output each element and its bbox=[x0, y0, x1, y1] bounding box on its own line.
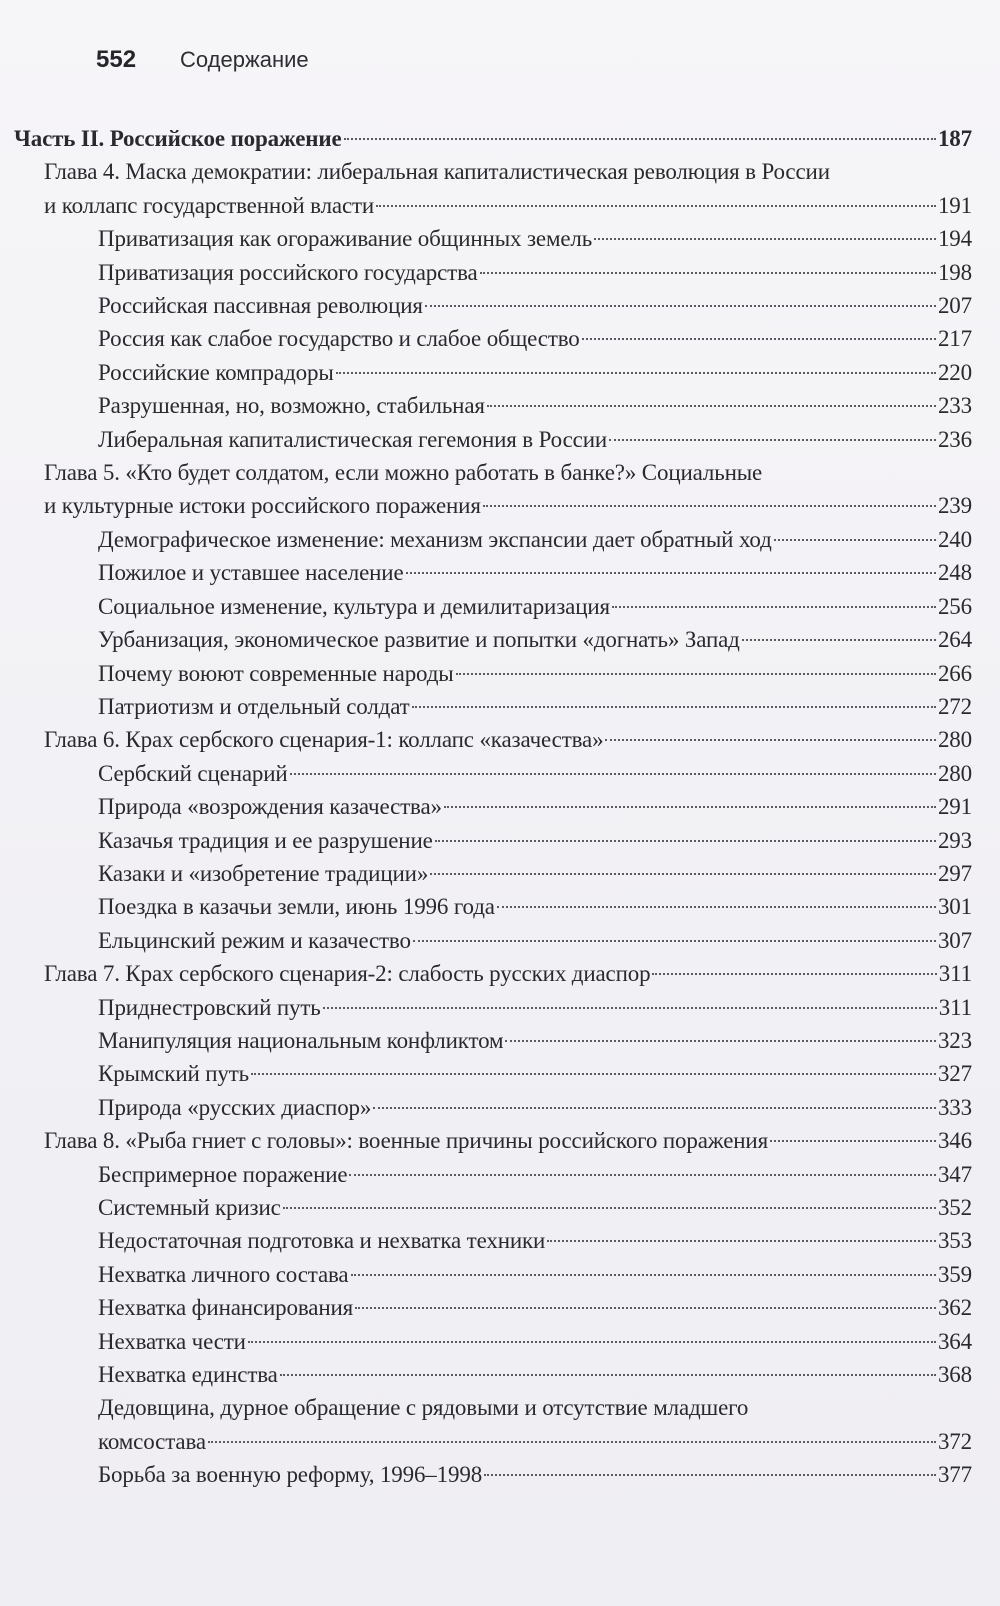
toc-entry-page: 377 bbox=[937, 1462, 972, 1488]
toc-entry-page: 217 bbox=[937, 326, 972, 352]
toc-section-entry bbox=[0, 1458, 1000, 1491]
toc-entry-title: Нехватка финансирования bbox=[98, 1295, 354, 1321]
dot-leader bbox=[594, 238, 936, 240]
toc-entry-line bbox=[98, 657, 972, 690]
toc-entry-title: Системный кризис bbox=[98, 1195, 281, 1220]
toc-entry-page: 333 bbox=[937, 1094, 972, 1120]
toc-entry-line bbox=[98, 590, 972, 623]
toc-entry-title: Недостаточная подготовка и нехватка техники bbox=[98, 1228, 546, 1254]
dot-leader bbox=[336, 372, 936, 374]
toc-entry-title: Природа «возрождения казачества» bbox=[98, 794, 442, 820]
toc-section-entry bbox=[0, 590, 1000, 623]
toc-entry-page: 353 bbox=[937, 1228, 972, 1254]
toc-entry-line bbox=[98, 1191, 972, 1224]
toc-section-entry bbox=[0, 256, 1000, 289]
toc-entry-line bbox=[44, 957, 972, 990]
dot-leader bbox=[248, 1341, 936, 1343]
toc-chapter-entry bbox=[0, 957, 1000, 990]
toc-section-entry bbox=[0, 1325, 1000, 1358]
dot-leader bbox=[484, 1474, 936, 1476]
toc-entry-page: 194 bbox=[937, 226, 972, 252]
toc-entry-page: 347 bbox=[937, 1161, 972, 1187]
dot-leader bbox=[483, 505, 936, 507]
dot-leader bbox=[406, 572, 936, 574]
toc-section-entry bbox=[0, 289, 1000, 322]
toc-entry-title: Сербский сценарий bbox=[98, 760, 288, 786]
toc-entry-line bbox=[98, 389, 972, 422]
toc-section-entry bbox=[0, 389, 1000, 422]
toc-entry-title: Нехватка чести bbox=[98, 1328, 246, 1354]
toc-entry-page: 372 bbox=[937, 1428, 972, 1454]
toc-entry-line bbox=[14, 122, 972, 155]
page-header bbox=[96, 46, 309, 74]
toc-entry-page: 297 bbox=[937, 860, 972, 886]
dot-leader bbox=[280, 1374, 936, 1376]
toc-entry-line bbox=[98, 556, 972, 589]
dot-leader bbox=[487, 405, 936, 407]
toc-entry-line bbox=[98, 1258, 972, 1291]
toc-section-entry bbox=[0, 523, 1000, 556]
toc-entry-line bbox=[98, 623, 972, 656]
toc-entry-line bbox=[98, 1158, 972, 1191]
toc-entry-line bbox=[98, 1091, 972, 1124]
toc-entry-title: Беспримерное поражение bbox=[98, 1161, 348, 1187]
toc-entry-line bbox=[98, 1425, 972, 1458]
toc-section-entry bbox=[0, 1391, 1000, 1458]
toc-entry-page: 187 bbox=[937, 126, 972, 151]
toc-entry-page: 239 bbox=[937, 493, 972, 519]
toc-section-entry bbox=[0, 690, 1000, 723]
dot-leader bbox=[351, 1274, 936, 1276]
toc-entry-title: Глава 8. «Рыба гниет с головы»: военные причины российского поражения bbox=[44, 1128, 768, 1154]
toc-entry-title: Борьба за военную реформу, 1996–1998 bbox=[98, 1462, 483, 1488]
toc-entry-line bbox=[98, 356, 972, 389]
toc-entry-title: Манипуляция национальным конфликтом bbox=[98, 1027, 504, 1053]
toc-section-entry bbox=[0, 1091, 1000, 1124]
toc-entry-title: Приднестровский путь bbox=[98, 994, 321, 1020]
toc-chapter-entry bbox=[0, 1124, 1000, 1157]
toc-entry-line bbox=[44, 189, 972, 222]
toc-entry-page: 191 bbox=[937, 192, 972, 218]
toc-entry-page: 307 bbox=[937, 927, 972, 953]
toc-entry-title: Пожилое и уставшее население bbox=[98, 560, 404, 586]
toc-entry-page: 291 bbox=[937, 794, 972, 820]
toc-section-entry bbox=[0, 790, 1000, 823]
toc-section-entry bbox=[0, 824, 1000, 857]
toc-entry-page: 323 bbox=[937, 1027, 972, 1053]
toc-entry-line bbox=[98, 256, 972, 289]
toc-section-entry bbox=[0, 222, 1000, 255]
dot-leader bbox=[505, 1040, 936, 1042]
toc-section-entry bbox=[0, 1358, 1000, 1391]
toc-section-entry bbox=[0, 623, 1000, 656]
toc-entry-page: 220 bbox=[937, 359, 972, 385]
toc-entry-page: 198 bbox=[937, 259, 972, 285]
dot-leader bbox=[283, 1207, 936, 1209]
toc-entry-page: 233 bbox=[937, 393, 972, 419]
dot-leader bbox=[444, 806, 936, 808]
dot-leader bbox=[373, 1107, 936, 1109]
toc-entry-page: 272 bbox=[937, 693, 972, 719]
dot-leader bbox=[774, 539, 936, 541]
toc-entry-title: Приватизация российского государства bbox=[98, 259, 478, 285]
toc-section-entry bbox=[0, 857, 1000, 890]
toc-entry-line bbox=[98, 1291, 972, 1324]
toc-entry-title: Урбанизация, экономическое развитие и попытки «догнать» Запад bbox=[98, 627, 740, 653]
toc-entry-title: Казачья традиция и ее разрушение bbox=[98, 827, 433, 853]
toc-entry-line bbox=[44, 1124, 972, 1157]
toc-entry-page: 248 bbox=[937, 560, 972, 586]
toc-chapter-entry bbox=[0, 155, 1000, 222]
toc-entry-title: Нехватка единства bbox=[98, 1362, 278, 1388]
toc-entry-page: 266 bbox=[937, 660, 972, 686]
toc-entry-title: комсостава bbox=[98, 1428, 206, 1454]
toc-entry-page: 311 bbox=[938, 994, 972, 1020]
dot-leader bbox=[344, 138, 936, 140]
toc-entry-title: Крымский путь bbox=[98, 1061, 249, 1087]
dot-leader bbox=[652, 973, 936, 975]
toc-entry-page: 293 bbox=[937, 827, 972, 853]
toc-section-entry bbox=[0, 1024, 1000, 1057]
dot-leader bbox=[208, 1441, 936, 1443]
toc-section-entry bbox=[0, 991, 1000, 1024]
toc-section-entry bbox=[0, 1057, 1000, 1090]
toc-entry-line bbox=[44, 723, 972, 756]
dot-leader bbox=[323, 1007, 937, 1009]
dot-leader bbox=[547, 1240, 936, 1242]
toc-entry-page: 236 bbox=[937, 426, 972, 452]
toc-entry-title: Ельцинский режим и казачество bbox=[98, 927, 411, 953]
toc-chapter-entry bbox=[0, 723, 1000, 756]
toc-entry-title: Социальное изменение, культура и демилитаризация bbox=[98, 593, 610, 619]
toc-section-entry bbox=[0, 757, 1000, 790]
toc-entry-title: Нехватка личного состава bbox=[98, 1261, 349, 1287]
toc-section-entry bbox=[0, 657, 1000, 690]
dot-leader bbox=[435, 840, 936, 842]
toc-section-entry bbox=[0, 556, 1000, 589]
toc-chapter-entry bbox=[0, 456, 1000, 523]
toc-entry-line bbox=[98, 289, 972, 322]
toc-entry-page: 256 bbox=[937, 593, 972, 619]
toc-entry-title: Часть II. Российское поражение bbox=[14, 126, 342, 151]
toc-section-entry bbox=[0, 1158, 1000, 1191]
toc-entry-title-line1: Глава 5. «Кто будет солдатом, если можно работать в банке?» Социальные bbox=[44, 460, 763, 486]
dot-leader bbox=[251, 1073, 936, 1075]
toc-entry-title: Природа «русских диаспор» bbox=[98, 1094, 372, 1120]
toc-entry-line bbox=[98, 1057, 972, 1090]
toc-entry-line bbox=[98, 222, 972, 255]
toc-entry-title: Российские компрадоры bbox=[98, 359, 334, 385]
toc-entry-page: 280 bbox=[937, 727, 972, 753]
dot-leader bbox=[609, 439, 936, 441]
toc-entry-title: Демографическое изменение: механизм экспансии дает обратный ход bbox=[98, 526, 772, 552]
toc-entry-page: 368 bbox=[937, 1362, 972, 1388]
toc-entry-line bbox=[98, 991, 972, 1024]
dot-leader bbox=[480, 272, 936, 274]
toc-section-entry bbox=[0, 1291, 1000, 1324]
toc-entry-line bbox=[98, 423, 972, 456]
toc-entry-page: 264 bbox=[937, 627, 972, 653]
toc-entry-page: 301 bbox=[937, 894, 972, 920]
dot-leader bbox=[456, 673, 936, 675]
toc-entry-title: Почему воюют современные народы bbox=[98, 660, 454, 686]
table-of-contents bbox=[0, 122, 1000, 1492]
toc-entry-page: 207 bbox=[937, 293, 972, 319]
dot-leader bbox=[290, 773, 936, 775]
dot-leader bbox=[612, 606, 936, 608]
dot-leader bbox=[349, 1174, 935, 1176]
toc-section-entry bbox=[0, 924, 1000, 957]
dot-leader bbox=[770, 1140, 936, 1142]
toc-entry-title: Приватизация как огораживание общинных земель bbox=[98, 226, 593, 252]
toc-entry-line bbox=[98, 523, 972, 556]
toc-entry-line bbox=[98, 890, 972, 923]
toc-entry-line bbox=[98, 1458, 972, 1491]
toc-section-entry bbox=[0, 322, 1000, 355]
toc-entry-line bbox=[44, 489, 972, 522]
toc-entry-title: Патриотизм и отдельный солдат bbox=[98, 693, 410, 719]
toc-entry-title: Российская пассивная революция bbox=[98, 293, 423, 319]
toc-entry-title: и коллапс государственной власти bbox=[44, 192, 375, 218]
toc-entry-line bbox=[98, 1024, 972, 1057]
toc-section-entry bbox=[0, 1224, 1000, 1257]
dot-leader bbox=[497, 906, 936, 908]
toc-entry-title: Глава 6. Крах сербского сценария-1: коллапс «казачества» bbox=[44, 727, 604, 753]
toc-entry-title: Разрушенная, но, возможно, стабильная bbox=[98, 393, 485, 419]
toc-entry-page: 346 bbox=[937, 1128, 972, 1154]
dot-leader bbox=[376, 205, 936, 207]
toc-entry-line bbox=[98, 690, 972, 723]
toc-entry-title: Казаки и «изобретение традиции» bbox=[98, 860, 429, 886]
page-number: 552 bbox=[96, 46, 137, 73]
dot-leader bbox=[742, 639, 936, 641]
toc-entry-page: 280 bbox=[937, 760, 972, 786]
toc-entry-page: 364 bbox=[937, 1328, 972, 1354]
toc-entry-title-line1: Глава 4. Маска демократии: либеральная капиталистическая революция в России bbox=[44, 159, 830, 185]
dot-leader bbox=[425, 305, 936, 307]
toc-entry-title-line1: Дедовщина, дурное обращение с рядовыми и отсутствие младшего bbox=[98, 1395, 749, 1421]
toc-entry-line bbox=[98, 857, 972, 890]
toc-entry-line bbox=[98, 322, 972, 355]
dot-leader bbox=[430, 873, 936, 875]
toc-entry-title: и культурные истоки российского поражения bbox=[44, 493, 481, 519]
running-head: Содержание bbox=[180, 47, 309, 72]
toc-entry-line bbox=[98, 824, 972, 857]
dot-leader bbox=[355, 1307, 936, 1309]
toc-section-entry bbox=[0, 1191, 1000, 1224]
dot-leader bbox=[413, 940, 936, 942]
toc-entry-line bbox=[98, 790, 972, 823]
dot-leader bbox=[605, 739, 936, 741]
toc-section-entry bbox=[0, 890, 1000, 923]
toc-section-entry bbox=[0, 1258, 1000, 1291]
toc-entry-page: 327 bbox=[937, 1061, 972, 1087]
toc-part-entry bbox=[0, 122, 1000, 155]
toc-entry-page: 311 bbox=[938, 961, 972, 987]
toc-section-entry bbox=[0, 356, 1000, 389]
toc-entry-line bbox=[98, 757, 972, 790]
toc-entry-page: 362 bbox=[937, 1295, 972, 1321]
dot-leader bbox=[412, 706, 936, 708]
toc-entry-title: Глава 7. Крах сербского сценария-2: слабость русских диаспор bbox=[44, 961, 651, 987]
toc-entry-line bbox=[98, 1224, 972, 1257]
dot-leader bbox=[582, 338, 936, 340]
toc-entry-title: Либеральная капиталистическая гегемония в России bbox=[98, 426, 608, 452]
toc-entry-page: 359 bbox=[937, 1261, 972, 1287]
toc-entry-line bbox=[98, 924, 972, 957]
toc-section-entry bbox=[0, 423, 1000, 456]
toc-entry-title: Поездка в казачьи земли, июнь 1996 года bbox=[98, 894, 495, 920]
toc-entry-page: 240 bbox=[937, 526, 972, 552]
toc-entry-line bbox=[98, 1358, 972, 1391]
toc-entry-page: 352 bbox=[937, 1195, 972, 1220]
toc-entry-line bbox=[98, 1325, 972, 1358]
toc-entry-title: Россия как слабое государство и слабое общество bbox=[98, 326, 580, 352]
